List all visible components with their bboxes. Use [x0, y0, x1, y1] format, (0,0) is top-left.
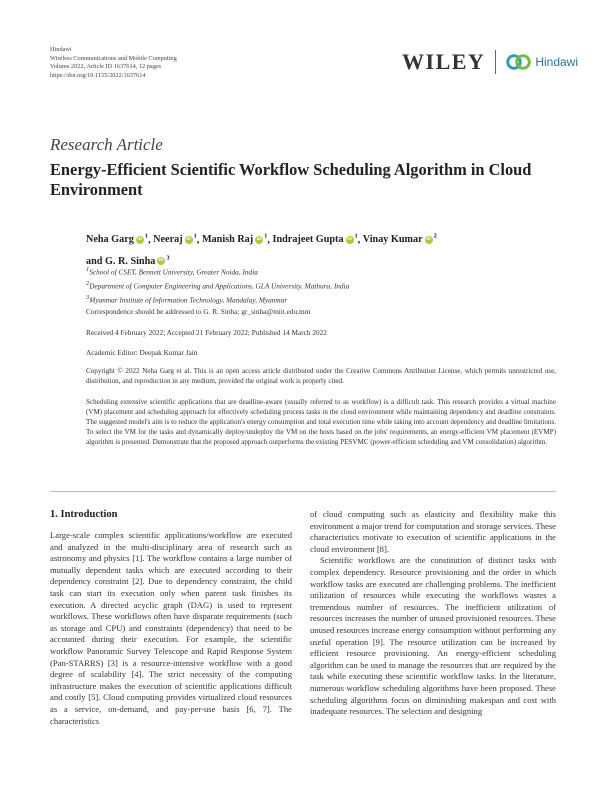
paragraph: Large-scale complex scientific applications/workflow are executed and analyzed in the multi-disciplinary area of research such as astronomy and physics [1]. The workflow contains a large number of mutually dependent tasks which are executed according to their dependency constraint [2]. Due to dependency constraint, the child task can start its execution only when parent task finishes its execution. A directed acyclic graph (DAG) is used to represent workflows. These workflows often have disparate requirements (such as storage and CPU) and constraints (dependency) that need to be accounted during their execution. For example, the scientific workflow Panoramic Survey Telescope and Rapid Response System (Pan-STARRS) [3] is a resource-intensive workflow with a good degree of scalability [4]. The strict necessity of the computing infrastructure makes the execution of scientific applications difficult and costly [5]. Cloud computing provides virtualized cloud resources as a service, on-demand, and pay-per-use basis [6, 7]. The characteristics	[50, 530, 292, 726]
publisher-name: Hindawi	[50, 46, 72, 53]
volume-line: Volume 2022, Article ID 1637614, 12 pages	[50, 63, 162, 71]
article-type: Research Article	[50, 135, 163, 154]
publisher-logos	[402, 48, 578, 76]
author[interactable]: Indrajeet Gupta iD $^1$	[272, 233, 358, 246]
author-list: Neha Garg iD $^1$, Neeraj iD $^1$, Manish Raj iD $^1$, Indrajeet Gupta iD $^1$, Vinay Kumar iD $^2$ and G. R. Sinha iD $^3$	[86, 233, 437, 267]
left-column	[50, 530, 292, 727]
divider	[50, 491, 556, 492]
paragraph: of cloud computing such as elasticity and flexibility make this environment a major trend for computation and storage services. These characteristics motivate to execution of scientific applications in the cloud environment [8].	[310, 509, 556, 554]
publication-dates: Received 4 February 2022; Accepted 21 February 2022; Published 14 March 2022	[86, 328, 327, 337]
orcid-icon[interactable]: iD	[347, 237, 352, 243]
affiliation: $^1$School of CSET, Bennett University, Greater Noida, India	[86, 266, 258, 277]
wiley-logo: WILEY	[402, 49, 486, 74]
logo-divider	[495, 50, 496, 74]
affiliation: $^3$Myanmar Institute of Information Technology, Mandalay, Myanmar	[86, 293, 288, 305]
section-heading: 1. Introduction	[50, 509, 118, 520]
academic-editor: Academic Editor: Deepak Kumar Jain	[86, 348, 198, 357]
right-column	[310, 509, 556, 718]
orcid-icon[interactable]: iD	[137, 237, 143, 243]
affiliation-list	[86, 264, 349, 306]
hindawi-logo-icon	[505, 53, 532, 71]
orcid-icon[interactable]: iD	[186, 237, 191, 243]
journal-meta	[50, 46, 177, 80]
orcid-icon[interactable]: iD	[426, 237, 432, 243]
orcid-icon[interactable]: iD	[256, 237, 262, 243]
paragraph: Scientific workflows are the constitution of distinct tasks with complex dependency. Resource provisioning and the order in which workflow tasks are executed are challenging problems. The inefficient utilization of resources while executing the workflows wastes a tremendous number of resources. The inefficient utilization of resources increases the number of unused provisioned resources. These unused resources increase energy consumption without performing any useful operation [9]. The resource utilization can be increased by efficient resource provisioning. An energy-efficient scheduling algorithm can be used to manage the resources that are required by the task while executing these scientific workflow tasks. In the literature, numerous workflow scheduling algorithms have been proposed. These scheduling algorithms focus on diminishing makespan and cost with inadequate resources. The selection and designing	[310, 555, 556, 717]
affiliation: $^2$Department of Computer Engineering and Applications, GLA University, Mathura, India	[86, 279, 350, 291]
author[interactable]: Manish Raj iD $^1$	[201, 233, 268, 246]
author[interactable]: Vinay Kumar iD $^2$	[362, 233, 437, 246]
correspondence: Correspondence should be addressed to G. R. Sinha; gr_sinha@miit.edu.mm	[86, 307, 311, 316]
copyright-notice: Copyright © 2022 Neha Garg et al. This is an open access article distributed under the Creative Commons Attribution License, which permits unrestricted use, distribution, and reproduction in any medium, provided the original work is properly cited.	[86, 367, 556, 386]
hindawi-wordmark: Hindawi	[535, 55, 578, 69]
orcid-icon[interactable]: iD	[158, 258, 164, 264]
doi-link[interactable]: https://doi.org/10.1155/2022/1637614	[50, 71, 146, 79]
author[interactable]: Neha Garg iD $^1$	[86, 233, 149, 246]
author[interactable]: Neeraj iD $^1$	[153, 233, 197, 246]
page-title: Energy-Efficient Scientific Workflow Scheduling Algorithm in Cloud Environment	[50, 160, 532, 199]
journal-name: Wireless Communications and Mobile Computing	[50, 54, 177, 62]
author[interactable]: and G. R. Sinha iD $^3$	[86, 254, 170, 267]
abstract: Scheduling extensive scientific applications that are deadline-aware (usually referred to as workflow) is a difficult task. This research provides a virtual machine (VM) placement and scheduling approach for effectively scheduling process tasks in the cloud environment while maintaining dependency and deadline constraints. The suggested model's aim is to reduce the application's energy consumption and total execution time while taking into account dependency and deadline limitations. To select the VM for the tasks and dynamically deploy/undeploy the VM on the hosts based on the jobs' requirements, an energy-efficient VM placement (EVMP) algorithm is presented. Demonstrate that the proposed approach outperforms the existing PESVMC (power-efficient scheduling and VM consolidation) algorithm.	[86, 398, 556, 446]
